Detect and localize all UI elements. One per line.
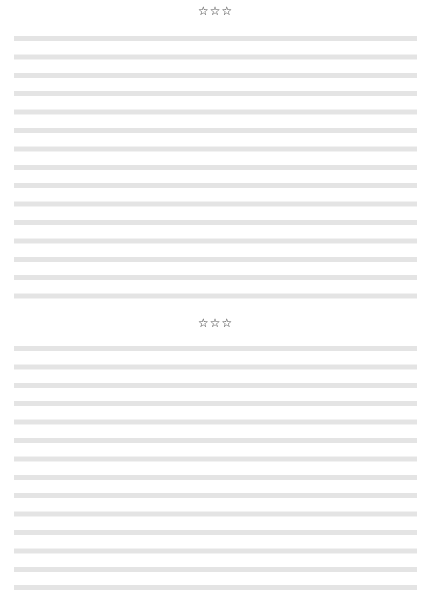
article-section-1 — [14, 28, 417, 308]
section-separator-middle: ☆☆☆ — [197, 316, 234, 330]
section-separator-top: ☆☆☆ — [197, 4, 234, 18]
article-section-2 — [14, 338, 417, 592]
